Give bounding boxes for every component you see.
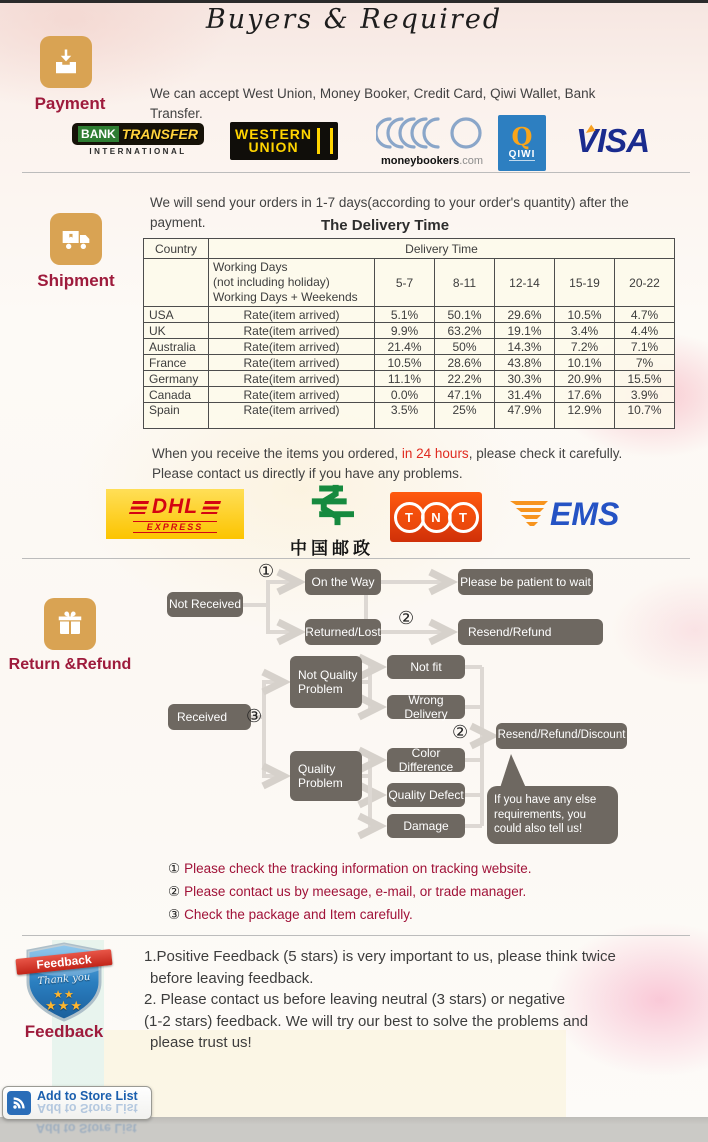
note-3: ③ Check the package and Item carefully. [168, 907, 413, 922]
moneybookers-name: moneybookers [380, 155, 460, 167]
payment-section-header [0, 36, 140, 114]
feedback-thankyou: Thank you [37, 971, 91, 988]
ems-logo [508, 496, 619, 533]
range-12-14: 12-14 [495, 259, 555, 307]
moneybookers-logo [372, 116, 492, 167]
stars-bottom: ★★★ [45, 998, 83, 1013]
tnt-logo [390, 492, 482, 542]
empty-cell [144, 259, 209, 307]
range-5-7: 5-7 [375, 259, 435, 307]
note-1: ① Please check the tracking information on tracking website. [168, 861, 532, 876]
bank-transfer-word2: TRANSFER [121, 126, 198, 142]
payment-description: We can accept West Union, Money Booker, Credit Card, Qiwi Wallet, Bank Transfer. [150, 86, 596, 121]
table-row: UK Rate(item arrived) 9.9% 63.2% 19.1% 3.4% 4.4% [144, 323, 675, 339]
button-reflection: Add to Store List [36, 1121, 137, 1135]
dhl-stripes-icon [129, 501, 149, 514]
flow-marker-1: ① [258, 561, 275, 581]
tnt-letter-n: N [421, 502, 452, 533]
stars-top: ★★ [53, 989, 75, 1001]
flow-on-the-way: On the Way [305, 569, 381, 595]
add-to-store-label: Add to Store List [37, 1089, 138, 1103]
divider [22, 172, 690, 173]
qiwi-name: QIWI [508, 149, 536, 160]
note-2: ② Please contact us by meesage, e-mail, or trade manager. [168, 884, 527, 899]
payment-label: Payment [34, 94, 106, 113]
flow-not-received: Not Received [167, 592, 243, 617]
qiwi-logo [498, 115, 546, 171]
range-15-19: 15-19 [555, 259, 615, 307]
flow-quality-problem: Quality Problem [290, 751, 362, 801]
working-days-line2: (not including holiday) [213, 275, 330, 289]
flow-damage: Damage [387, 814, 465, 838]
feedback-badge [20, 940, 108, 1024]
bubble-tail [500, 754, 526, 788]
payment-icon [40, 36, 92, 88]
flow-marker-2b: ② [452, 722, 469, 742]
western-union-line2: UNION [248, 139, 299, 155]
shipment-label: Shipment [37, 271, 115, 290]
dhl-stripes-icon [201, 501, 221, 514]
table-row: Spain Rate(item arrived) 3.5% 25% 47.9% 12.9% 10.7% [144, 403, 675, 429]
add-to-store-label-reflection: Add to Store List [37, 1101, 138, 1115]
top-border [0, 0, 708, 3]
table-row: Germany Rate(item arrived) 11.1% 22.2% 30.3% 20.9% 15.5% [144, 371, 675, 387]
flow-resend-refund: Resend/Refund [458, 619, 603, 645]
flow-not-fit: Not fit [387, 655, 465, 679]
flow-patient-wait: Please be patient to wait [458, 569, 593, 595]
bank-transfer-logo [72, 123, 204, 156]
china-post-emblem-icon [304, 483, 360, 527]
range-20-22: 20-22 [615, 259, 675, 307]
delivery-table-title: The Delivery Time [320, 217, 450, 234]
flow-marker-3: ③ [246, 706, 263, 726]
divider [22, 935, 690, 936]
feedback-label: Feedback [24, 1022, 104, 1041]
ems-name: EMS [550, 496, 620, 532]
moneybookers-arcs-icon [376, 116, 488, 150]
delivery-table [143, 238, 675, 429]
flow-quality-defect: Quality Defect [387, 783, 465, 807]
western-union-line1: WESTERN [235, 125, 312, 142]
feedback-text: 1.Positive Feedback (5 stars) is very important to us, please think twice before leaving feedback. 2. Please contact us before leaving neutral (3 stars) or negative (1-2 stars) feedback. We will try our best to solve the problems and please trust us! [144, 948, 616, 1052]
table-row: France Rate(item arrived) 10.5% 28.6% 43.8% 10.1% 7% [144, 355, 675, 371]
china-post-name: 中国邮政 [290, 539, 374, 558]
working-days-line3: Working Days + Weekends [213, 290, 358, 304]
shipment-intro: We will send your orders in 1-7 days(according to your order's quantity) after the payment. [150, 195, 629, 230]
col-header-delivery-time: Delivery Time [209, 239, 675, 259]
feedback-ribbon: Feedback [15, 949, 112, 975]
rss-icon [7, 1091, 31, 1115]
table-row: Canada Rate(item arrived) 0.0% 47.1% 31.4% 17.6% 3.9% [144, 387, 675, 403]
add-to-store-button[interactable] [2, 1086, 152, 1120]
return-section-header [0, 598, 140, 674]
working-days-line1: Working Days [213, 260, 288, 274]
dhl-name: DHL [151, 495, 199, 518]
col-header-country: Country [144, 239, 209, 259]
china-post-logo [286, 483, 378, 559]
shipment-section-header [6, 213, 146, 291]
western-union-bars [317, 128, 333, 154]
dhl-logo [106, 489, 244, 539]
ems-stripes-icon [508, 499, 548, 531]
flow-color-difference: Color Difference [387, 748, 465, 772]
tnt-letter-t1: T [394, 502, 425, 533]
page-title: Buyers & Required [205, 4, 503, 35]
flow-speech-bubble: If you have any else requirements, you could also tell us! [487, 786, 618, 844]
dhl-subtitle: EXPRESS [133, 521, 218, 533]
bank-transfer-subtitle: INTERNATIONAL [89, 147, 187, 156]
qiwi-q-letter: Q [511, 122, 533, 151]
visa-logo [576, 122, 686, 160]
flow-not-quality-problem: Not Quality Problem [290, 656, 362, 708]
flow-resend-refund-discount: Resend/Refund/Discount [496, 723, 627, 749]
bank-transfer-word1: BANK [78, 126, 119, 142]
western-union-logo [230, 122, 338, 160]
table-row: USA Rate(item arrived) 5.1% 50.1% 29.6% 10.5% 4.7% [144, 307, 675, 323]
visa-name: VISA [576, 122, 650, 159]
shipment-icon [50, 213, 102, 265]
flow-returned-lost: Returned/Lost [305, 619, 381, 645]
tnt-letter-t2: T [448, 502, 479, 533]
moneybookers-tld: .com [459, 155, 484, 167]
return-refund-label: Return &Refund [8, 656, 132, 673]
flow-marker-2a: ② [398, 608, 415, 628]
notice-highlight: in 24 hours [401, 446, 469, 461]
flow-received: Received [168, 704, 251, 730]
receive-notice: When you receive the items you ordered, in 24 hours, please check it carefully. Please contact us directly if you have any problems. [152, 446, 623, 481]
flow-wrong-delivery: Wrong Delivery [387, 695, 465, 719]
range-8-11: 8-11 [435, 259, 495, 307]
gift-icon [44, 598, 96, 650]
table-row: Australia Rate(item arrived) 21.4% 50% 14.3% 7.2% 7.1% [144, 339, 675, 355]
divider [22, 558, 690, 559]
